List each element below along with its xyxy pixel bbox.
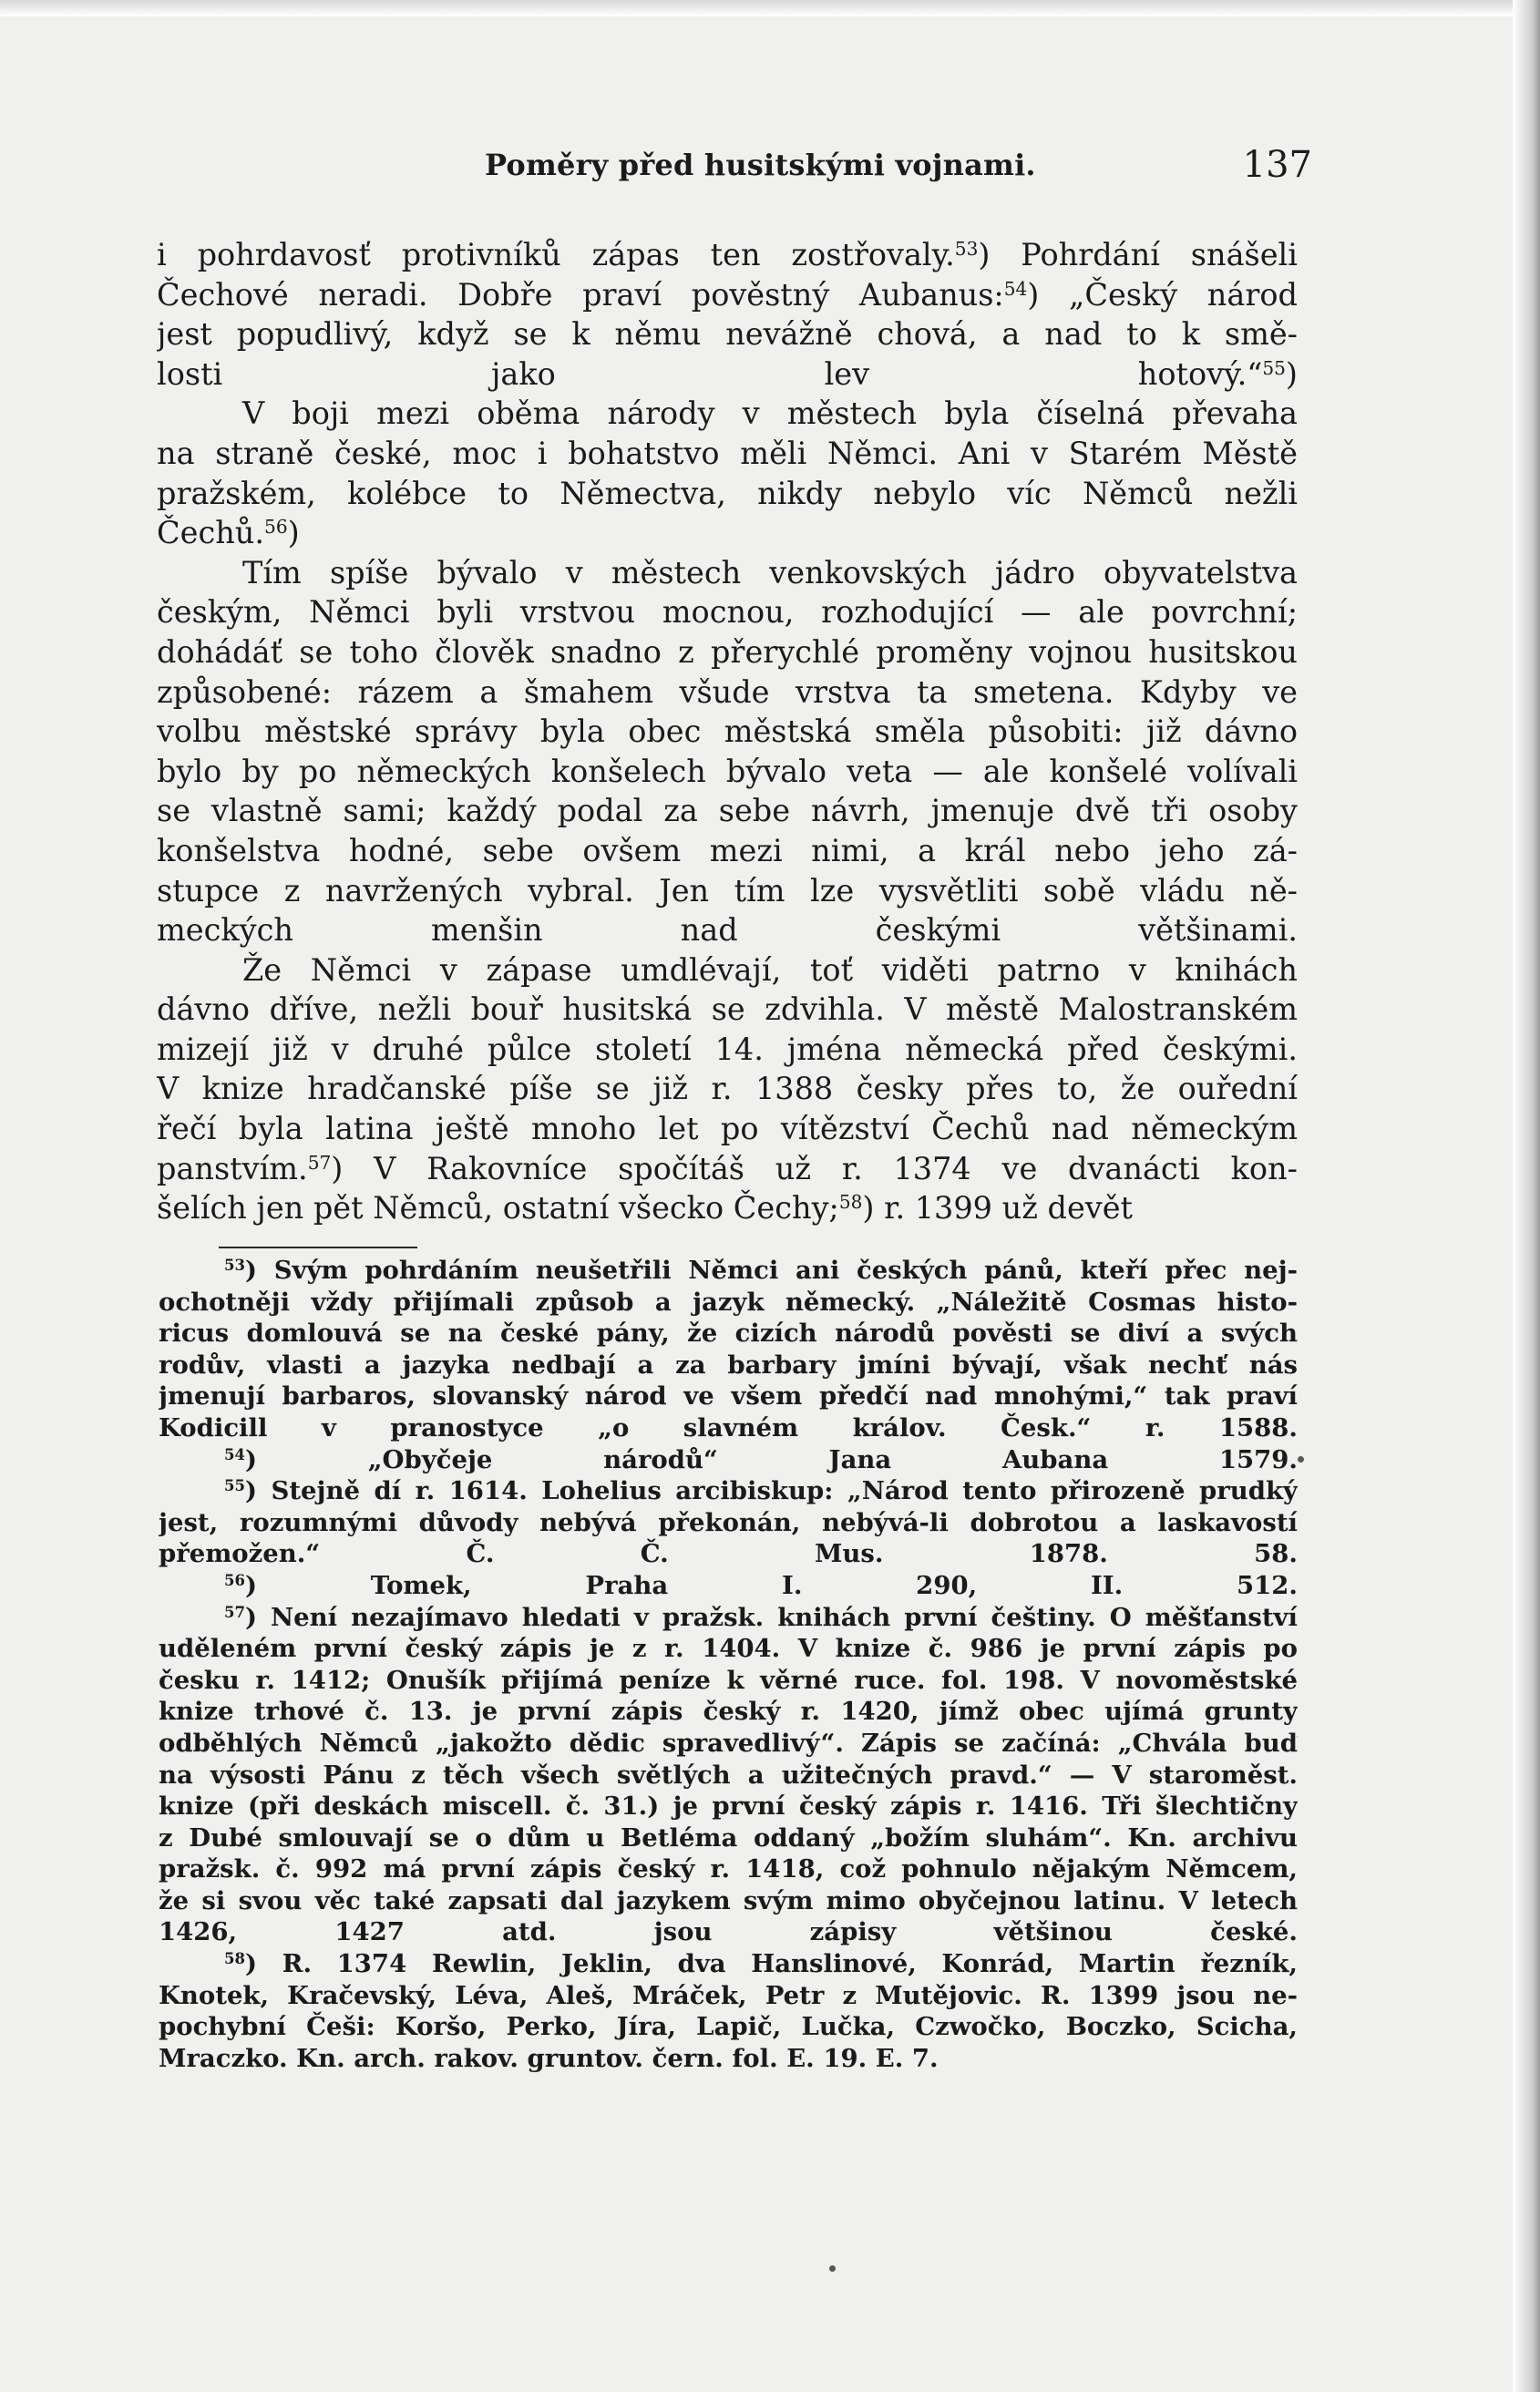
line-text-tail: ) Pohrdání snášeli	[978, 237, 1298, 272]
footnote-line	[159, 2011, 1298, 2043]
line-text: panstvím.	[157, 1150, 308, 1186]
text-line	[157, 910, 1298, 950]
line-text: bylo by po německých konšelech bývalo veta — ale konšelé volívali	[157, 753, 1298, 789]
footnote-line	[159, 1633, 1298, 1665]
footnote-line	[159, 1538, 1298, 1570]
footnote-reference: 55	[1262, 356, 1286, 379]
line-text: stupce z navržených vybral. Jen tím lze vysvětliti sobě vládu ně-	[157, 872, 1298, 909]
line-text: přemožen.“ Č. Č. Mus. 1878. 58.	[159, 1539, 1298, 1569]
line-text: konšelstva hodné, sebe ovšem mezi nimi, a král nebo jeho zá-	[157, 832, 1298, 868]
line-text: ochotněji vždy přijímali způsob a jazyk německý. „Náležitě Cosmas histo-	[159, 1287, 1298, 1317]
footnote-line	[159, 1791, 1298, 1822]
scan-edge-top	[0, 0, 1540, 16]
footnote-line	[159, 1916, 1298, 1948]
line-text: že si svou věc také zapsati dal jazykem svým mimo obyčejnou latinu. V letech	[159, 1885, 1298, 1915]
text-line	[157, 553, 1298, 593]
line-text: způsobené: rázem a šmahem všude vrstva ta smetena. Kdyby ve	[157, 673, 1298, 710]
line-text: na výsosti Pánu z těch všech světlých a užitečných pravd.“ — V staroměst.	[159, 1760, 1298, 1790]
text-line	[157, 314, 1298, 354]
line-text: knize trhové č. 13. je první zápis český r. 1420, jímž obec ujímá grunty	[159, 1697, 1298, 1727]
text-line	[157, 1069, 1298, 1109]
footnote-text: ) „Obyčeje národů“ Jana Aubana 1579.	[244, 1444, 1298, 1474]
line-text: rodův, vlasti a jazyka nedbají a za barbary jmíni bývají, však nechť nás	[159, 1350, 1298, 1380]
footnote-line	[159, 1980, 1298, 2012]
footnote-number: 58	[224, 1950, 245, 1967]
line-text: uděleném první český zápis je z r. 1404. V knize č. 986 je první zápis po	[159, 1634, 1298, 1664]
footnote-line	[159, 1507, 1298, 1539]
line-text: Tím spíše bývalo v městech venkovských jádro obyvatelstva	[242, 554, 1298, 590]
line-text: jmenují barbaros, slovanský národ ve všem předčí nad mnohými,“ tak praví	[159, 1381, 1298, 1412]
footnote-number: 53	[224, 1256, 245, 1274]
footnotes	[159, 1255, 1298, 2074]
line-text: mizejí již v druhé půlce století 14. jména německá před českými.	[157, 1031, 1298, 1067]
text-line	[157, 592, 1298, 632]
footnote-line	[159, 1475, 1298, 1507]
main-text	[157, 235, 1298, 1228]
text-line	[157, 632, 1298, 672]
line-text: Kodicill v pranostyce „o slavném králov. Česk.“ r. 1588.	[159, 1412, 1298, 1442]
footnote-reference: 58	[838, 1191, 863, 1214]
line-text-tail: )	[287, 515, 300, 551]
line-text: se vlastně sami; každý podal za sebe návrh, jmenuje dvě tři osoby	[157, 793, 1298, 829]
footnote-text: ) Stejně dí r. 1614. Lohelius arcibiskup: „Národ tento přirozeně prudký	[244, 1476, 1298, 1506]
footnote-text: ) Není nezajímavo hledati v pražsk. knihách první češtiny. O měšťanství	[244, 1602, 1298, 1632]
text-line	[157, 1030, 1298, 1070]
text-line	[157, 672, 1298, 713]
line-text: na straně české, moc i bohatstvo měli Němci. Ani v Starém Městě	[157, 435, 1298, 471]
line-text: šelích jen pět Němců, ostatní všecko Čechy;	[157, 1190, 839, 1227]
line-text: Čechové neradi. Dobře praví pověstný Aubanus:	[157, 276, 1004, 313]
line-text: V knize hradčanské píše se již r. 1388 česky přes to, že ouřední	[157, 1071, 1298, 1107]
footnote-text: ) Svým pohrdáním neušetřili Němci ani českých pánů, kteří přec nej-	[244, 1256, 1298, 1285]
text-line	[157, 950, 1298, 991]
line-text: knize (při deskách miscell. č. 31.) je první český zápis r. 1416. Tři šlechtičny	[159, 1791, 1298, 1822]
footnote-text: ) Tomek, Praha I. 290, II. 512.	[244, 1570, 1298, 1600]
text-line	[157, 235, 1298, 275]
line-text: volbu městské správy byla obec městská směla působiti: již dávno	[157, 713, 1298, 750]
line-text: českým, Němci byli vrstvou mocnou, rozhodující — ale povrchní;	[157, 594, 1298, 631]
line-text: pochybní Češi: Koršo, Perko, Jíra, Lapič, Lučka, Czwočko, Boczko, Scicha,	[159, 2012, 1298, 2042]
footnote-line	[159, 1885, 1298, 1917]
line-text: odběhlých Němců „jakožto dědic spravedlivý“. Zápis se začíná: „Chvála buď	[159, 1728, 1298, 1758]
footnote-reference: 54	[1003, 277, 1028, 300]
footnote-line	[159, 1444, 1298, 1476]
footnote-line	[159, 1728, 1298, 1760]
scan-speck	[1298, 1456, 1304, 1463]
line-text: řečí byla latina ještě mnoho let po vítězství Čechů nad německým	[157, 1111, 1298, 1147]
footnote-line	[159, 1255, 1298, 1287]
scan-edge-right	[1513, 0, 1540, 2392]
line-text: Čechů.	[157, 515, 265, 551]
line-text-tail: ) r. 1399 už devět	[862, 1190, 1133, 1227]
line-text-tail: )	[1285, 355, 1298, 392]
page-number: 137	[1242, 144, 1312, 186]
running-title: Poměry před husitskými vojnami.	[485, 148, 1036, 182]
footnote-number: 56	[224, 1571, 245, 1589]
footnote-line	[159, 1318, 1298, 1350]
line-text: jest popudlivý, když se k němu nevážně chová, a nad to k smě-	[157, 316, 1298, 353]
line-text: pražsk. č. 992 má první zápis český r. 1418, což pohnulo nějakým Němcem,	[159, 1854, 1298, 1884]
line-text: meckých menšin nad českými většinami.	[157, 912, 1298, 949]
footnote-reference: 57	[307, 1151, 332, 1174]
line-text: i pohrdavosť protivníků zápas ten zostřovaly.	[157, 237, 955, 272]
footnote-line	[159, 1665, 1298, 1697]
line-text: Knotek, Kračevský, Léva, Aleš, Mráček, Petr z Mutějovic. R. 1399 jsou ne-	[159, 1980, 1298, 2010]
footnote-rule	[219, 1247, 417, 1248]
footnote-line	[159, 1853, 1298, 1885]
footnote-line	[159, 1760, 1298, 1791]
text-line	[157, 791, 1298, 831]
text-line	[157, 354, 1298, 395]
line-text: česku r. 1412; Onušík přijímá peníze k věrné ruce. fol. 198. V novoměstské	[159, 1665, 1298, 1695]
text-line	[157, 275, 1298, 315]
footnote-line	[159, 1570, 1298, 1602]
line-text: Mraczko. Kn. arch. rakov. gruntov. čern. fol. E. 19. E. 7.	[159, 2043, 939, 2073]
line-text: z Dubé smlouvají se o dům u Betléma oddaný „božím sluhám“. Kn. archivu	[159, 1822, 1298, 1853]
text-line	[157, 871, 1298, 911]
footnote-line	[159, 1350, 1298, 1381]
footnote-number: 55	[224, 1477, 245, 1495]
text-line	[157, 990, 1298, 1030]
line-text: pražském, kolébce to Němectva, nikdy nebylo víc Němců nežli	[157, 475, 1298, 511]
page-header	[155, 137, 1312, 200]
line-text-tail: ) „Český národ	[1027, 276, 1298, 313]
line-text: ricus domlouvá se na české pány, že cizích národů pověsti se diví a svých	[159, 1319, 1298, 1349]
text-line	[157, 831, 1298, 871]
footnote-line	[159, 1948, 1298, 1980]
text-line	[157, 752, 1298, 792]
text-line	[157, 1149, 1298, 1189]
text-line	[157, 1109, 1298, 1149]
footnote-line	[159, 2043, 1298, 2075]
line-text: V boji mezi oběma národy v městech byla číselná převaha	[242, 395, 1298, 432]
line-text: 1426, 1427 atd. jsou zápisy většinou české.	[159, 1917, 1298, 1947]
text-line	[157, 513, 1298, 553]
text-line	[157, 474, 1298, 514]
text-line	[157, 1188, 1298, 1228]
footnote-line	[159, 1822, 1298, 1854]
footnote-line	[159, 1381, 1298, 1412]
footnote-line	[159, 1287, 1298, 1319]
footnote-number: 57	[224, 1603, 245, 1621]
line-text: jest, rozumnými důvody nebývá překonán, nebývá-li dobrotou a laskavostí	[159, 1507, 1298, 1537]
scan-speck	[829, 2265, 836, 2272]
footnote-line	[159, 1602, 1298, 1634]
text-line	[157, 712, 1298, 752]
line-text: dávno dříve, nežli bouř husitská se zdvihla. V městě Malostranském	[157, 991, 1298, 1028]
footnote-reference: 53	[954, 237, 979, 260]
footnote-line	[159, 1696, 1298, 1728]
footnote-text: ) R. 1374 Rewlin, Jeklin, dva Hanslinové, Konrád, Martin řezník,	[244, 1949, 1298, 1979]
line-text: dohádáť se toho člověk snadno z přerychlé proměny vojnou husitskou	[157, 633, 1298, 670]
text-line	[157, 394, 1298, 434]
footnote-line	[159, 1412, 1298, 1444]
line-text: Že Němci v zápase umdlévají, toť viděti patrno v knihách	[242, 951, 1298, 988]
footnote-reference: 56	[264, 516, 288, 539]
line-text-tail: ) V Rakovníce spočítáš už r. 1374 ve dvanácti kon-	[331, 1150, 1298, 1186]
text-line	[157, 434, 1298, 474]
line-text: losti jako lev hotový.“	[157, 355, 1263, 392]
footnote-number: 54	[224, 1445, 245, 1463]
